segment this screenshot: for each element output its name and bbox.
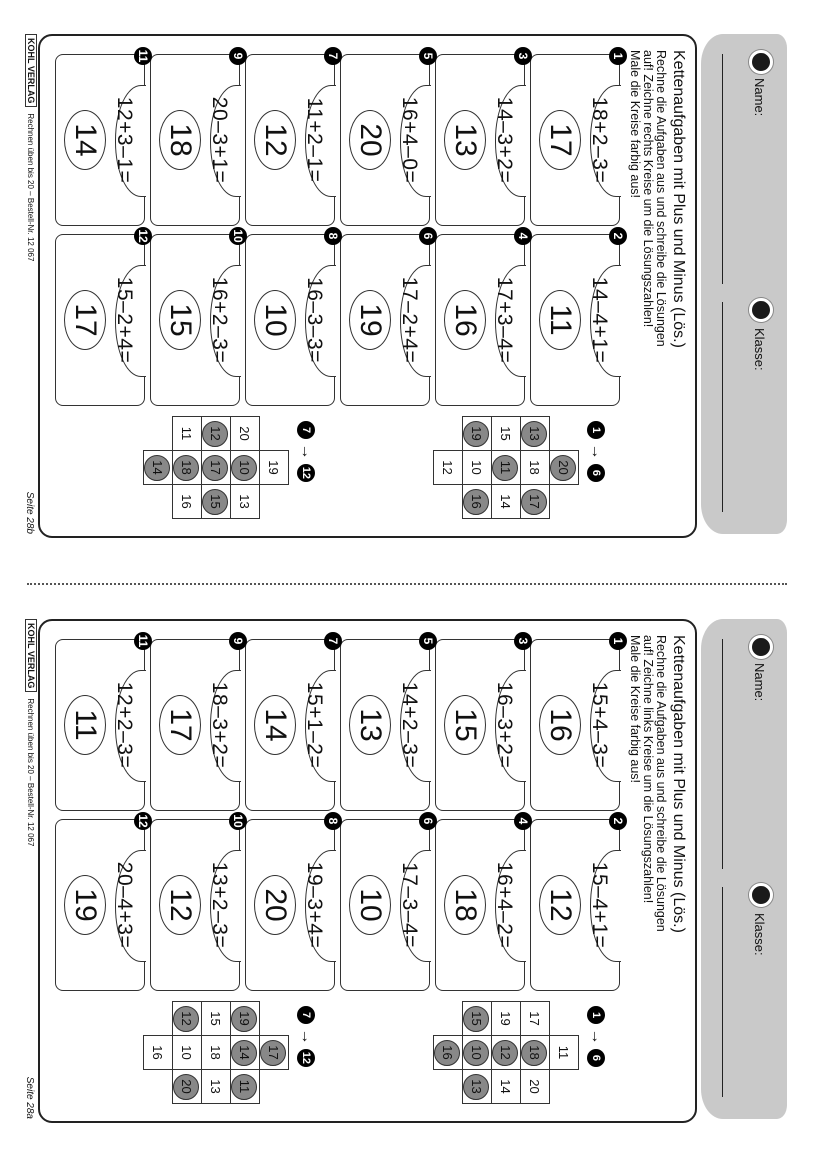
circled-solution: 16 <box>434 1040 460 1066</box>
instructions <box>628 50 667 410</box>
task-number: 8 <box>324 227 342 245</box>
task-card <box>340 232 435 406</box>
grid-cell: 16 <box>172 484 202 519</box>
grid-cell <box>201 484 231 519</box>
grid-cell: 11 <box>172 416 202 451</box>
task-number: 4 <box>514 227 532 245</box>
worksheet-28b <box>0 0 827 584</box>
answer-oval[interactable]: 12 <box>254 110 296 170</box>
grid-cell: 18 <box>520 450 550 485</box>
circled-solution: 20 <box>550 455 576 481</box>
task-number: 1 <box>609 632 627 650</box>
worksheet-title: Kettenaufgaben mit Plus und Minus (Lös.) <box>670 635 687 933</box>
task-number: 12 <box>134 812 152 830</box>
answer-oval[interactable]: 10 <box>349 875 391 935</box>
answer-oval[interactable]: 17 <box>64 290 106 350</box>
task-expression: 11+2–1= <box>303 97 326 183</box>
arrow-icon: → <box>297 1024 315 1049</box>
grid-cell <box>172 1069 202 1104</box>
instruction-line: Rechne die Aufgaben aus und schreibe die Lösungen <box>654 50 668 347</box>
grid-cell <box>520 484 550 519</box>
worksheet-28a <box>0 585 827 1169</box>
circled-solution: 15 <box>463 1006 489 1032</box>
grid-cell: 11 <box>549 1035 579 1070</box>
task-card <box>55 634 150 811</box>
circled-solution: 12 <box>173 1006 199 1032</box>
grid-cell: 15 <box>491 416 521 451</box>
task-number: 5 <box>419 632 437 650</box>
circled-solution: 17 <box>521 489 547 515</box>
class-line[interactable] <box>722 302 723 512</box>
task-card <box>435 232 530 406</box>
name-class-header <box>701 619 787 1119</box>
task-card <box>340 637 435 811</box>
range-end-badge: 12 <box>297 1049 315 1067</box>
task-card <box>245 52 340 226</box>
circled-solution: 13 <box>521 421 547 447</box>
task-expression: 18+2–3= <box>588 96 611 184</box>
name-label: Name: <box>752 663 767 702</box>
task-expression: 14–3+2= <box>493 96 516 184</box>
circled-solution: 12 <box>492 1040 518 1066</box>
circled-solution: 11 <box>231 1074 257 1100</box>
task-card <box>530 52 625 226</box>
task-number: 2 <box>609 227 627 245</box>
circled-solution: 15 <box>202 489 228 515</box>
task-number: 5 <box>419 47 437 65</box>
task-card <box>150 814 245 991</box>
name-label: Name: <box>752 78 767 117</box>
name-line[interactable] <box>722 54 723 284</box>
range-start-badge: 1 <box>587 1006 605 1024</box>
task-card <box>530 817 625 991</box>
answer-oval[interactable]: 10 <box>254 290 296 350</box>
grid-cell <box>491 450 521 485</box>
task-expression: 15–4+1= <box>588 861 611 949</box>
task-number: 3 <box>514 632 532 650</box>
circled-solution: 10 <box>231 455 257 481</box>
grid-cell: 16 <box>143 1035 173 1070</box>
grid-cell: 19 <box>491 1001 521 1036</box>
grid-cell: 14 <box>491 1069 521 1104</box>
answer-oval[interactable]: 16 <box>444 290 486 350</box>
task-number: 11 <box>134 47 152 65</box>
pin-icon <box>749 50 773 74</box>
grid-cell <box>520 416 550 451</box>
task-number: 6 <box>419 812 437 830</box>
grid-cell: 10 <box>172 1035 202 1070</box>
pin-icon <box>749 298 773 322</box>
task-card <box>150 52 245 226</box>
answer-oval[interactable]: 13 <box>349 695 391 755</box>
instruction-line: Rechne die Aufgaben aus und schreibe die Lösungen <box>654 635 668 932</box>
task-card <box>435 637 530 811</box>
grid-cell: 12 <box>433 450 463 485</box>
task-expression: 16–3–3= <box>303 277 326 363</box>
grid-cell <box>230 1069 260 1104</box>
answer-oval[interactable]: 17 <box>159 695 201 755</box>
circled-solution: 12 <box>202 421 228 447</box>
grid-cell <box>172 450 202 485</box>
arrow-icon: → <box>587 1024 605 1049</box>
answer-oval[interactable]: 11 <box>539 290 581 350</box>
circled-solution: 20 <box>173 1074 199 1100</box>
grid-cell <box>230 1035 260 1070</box>
circled-solution: 18 <box>173 455 199 481</box>
task-number: 12 <box>134 227 152 245</box>
task-card <box>340 817 435 991</box>
task-number: 6 <box>419 227 437 245</box>
grid-cell: 13 <box>201 1069 231 1104</box>
task-number: 7 <box>324 47 342 65</box>
answer-oval[interactable]: 19 <box>349 290 391 350</box>
grid-cell <box>549 450 579 485</box>
exercise-panel <box>38 619 697 1123</box>
task-number: 2 <box>609 812 627 830</box>
task-expression: 15–2+4= <box>113 276 136 364</box>
circled-solution: 14 <box>144 455 170 481</box>
grid-cell: 13 <box>230 484 260 519</box>
task-card <box>245 817 340 991</box>
task-expression: 14+2–3= <box>398 681 421 769</box>
task-expression: 16+4–2= <box>493 861 516 949</box>
grid-cell: 20 <box>520 1069 550 1104</box>
answer-oval[interactable]: 17 <box>539 110 581 170</box>
publisher-logo: KOHL VERLAG <box>25 619 37 692</box>
answer-oval[interactable]: 16 <box>539 695 581 755</box>
task-expression: 13+2–3= <box>208 861 231 949</box>
answer-oval[interactable]: 14 <box>254 695 296 755</box>
task-number: 8 <box>324 812 342 830</box>
task-expression: 18–3+2= <box>208 681 231 769</box>
task-expression: 20–4+3= <box>113 861 136 949</box>
arrow-icon: → <box>587 439 605 464</box>
exercise-panel <box>38 34 697 538</box>
grid-cell: 20 <box>230 416 260 451</box>
page-number: Seite 28b <box>24 491 35 534</box>
grid-range-label <box>297 421 315 482</box>
grid-cell <box>201 416 231 451</box>
answer-oval[interactable]: 12 <box>539 875 581 935</box>
answer-oval[interactable]: 20 <box>254 875 296 935</box>
range-end-badge: 12 <box>297 464 315 482</box>
circled-solution: 16 <box>463 489 489 515</box>
task-card <box>530 232 625 406</box>
grid-cell: 19 <box>259 450 289 485</box>
task-number: 9 <box>229 632 247 650</box>
answer-oval[interactable]: 14 <box>64 110 106 170</box>
task-number: 3 <box>514 47 532 65</box>
instructions <box>628 635 667 995</box>
instruction-line: auf! Zeichne links Kreise um die Lösungszahlen! <box>641 635 655 904</box>
footer-info <box>25 619 37 846</box>
circled-solution: 19 <box>231 1006 257 1032</box>
grid-cell <box>462 1001 492 1036</box>
grid-cell: 17 <box>520 1001 550 1036</box>
task-expression: 15+4–3= <box>588 681 611 769</box>
circled-solution: 10 <box>463 1040 489 1066</box>
answer-oval[interactable]: 11 <box>64 695 106 755</box>
grid-cell: 18 <box>201 1035 231 1070</box>
task-expression: 12+2–3= <box>113 681 136 769</box>
task-card <box>530 637 625 811</box>
worksheet-title: Kettenaufgaben mit Plus und Minus (Lös.) <box>670 50 687 348</box>
grid-cell <box>201 450 231 485</box>
task-number: 10 <box>229 227 247 245</box>
instruction-line: Male die Kreise farbig aus! <box>628 50 642 198</box>
answer-oval[interactable]: 19 <box>64 875 106 935</box>
task-expression: 20–3+1= <box>208 96 231 184</box>
circled-solution: 18 <box>521 1040 547 1066</box>
circled-solution: 17 <box>202 455 228 481</box>
grid-cell: 14 <box>491 484 521 519</box>
task-number: 4 <box>514 812 532 830</box>
pin-icon <box>749 635 773 659</box>
grid-cell <box>491 1035 521 1070</box>
range-start-badge: 7 <box>297 421 315 439</box>
class-label: Klasse: <box>752 328 767 371</box>
grid-cell <box>462 416 492 451</box>
answer-oval[interactable]: 13 <box>444 110 486 170</box>
range-end-badge: 6 <box>587 464 605 482</box>
instruction-line: Male die Kreise farbig aus! <box>628 635 642 783</box>
task-expression: 15+1–2= <box>303 681 326 769</box>
pin-icon <box>749 883 773 907</box>
grid-cell: 15 <box>201 1001 231 1036</box>
task-card <box>340 52 435 226</box>
task-number: 7 <box>324 632 342 650</box>
grid-range-label <box>587 1006 605 1067</box>
grid-cell <box>462 1069 492 1104</box>
answer-oval[interactable]: 15 <box>444 695 486 755</box>
task-number: 10 <box>229 812 247 830</box>
order-number: Rechnen üben bis 20 – Bestell-Nr. 12 067 <box>26 698 35 847</box>
class-line[interactable] <box>722 887 723 1097</box>
page-number: Seite 28a <box>24 1076 35 1119</box>
grid-cell <box>143 450 173 485</box>
range-start-badge: 1 <box>587 421 605 439</box>
task-expression: 16–3+2= <box>493 681 516 769</box>
grid-cell <box>462 484 492 519</box>
task-card <box>150 637 245 811</box>
grid-cell <box>230 1001 260 1036</box>
grid-range-label <box>297 1006 315 1067</box>
circled-solution: 14 <box>231 1040 257 1066</box>
task-expression: 16+2–3= <box>208 276 231 364</box>
task-card <box>435 817 530 991</box>
task-number: 1 <box>609 47 627 65</box>
name-class-header <box>701 34 787 534</box>
answer-oval[interactable]: 18 <box>159 110 201 170</box>
grid-cell <box>462 1035 492 1070</box>
answer-oval[interactable]: 20 <box>349 110 391 170</box>
grid-cell: 10 <box>462 450 492 485</box>
task-expression: 17+3–4= <box>493 276 516 364</box>
task-card <box>55 229 150 406</box>
task-expression: 14–4+1= <box>588 276 611 364</box>
task-card <box>245 637 340 811</box>
circled-solution: 11 <box>492 455 518 481</box>
task-expression: 16+4–0= <box>398 96 421 184</box>
footer-info <box>25 34 37 261</box>
range-start-badge: 7 <box>297 1006 315 1024</box>
task-card <box>55 49 150 226</box>
grid-cell <box>172 1001 202 1036</box>
answer-oval[interactable]: 15 <box>159 290 201 350</box>
publisher-logo: KOHL VERLAG <box>25 34 37 107</box>
answer-oval[interactable]: 18 <box>444 875 486 935</box>
range-end-badge: 6 <box>587 1049 605 1067</box>
task-card <box>55 814 150 991</box>
grid-cell <box>230 450 260 485</box>
arrow-icon: → <box>297 439 315 464</box>
task-number: 9 <box>229 47 247 65</box>
circled-solution: 17 <box>260 1040 286 1066</box>
grid-cell <box>520 1035 550 1070</box>
grid-cell <box>259 1035 289 1070</box>
task-number: 11 <box>134 632 152 650</box>
task-expression: 17–3–4= <box>398 862 421 948</box>
name-line[interactable] <box>722 639 723 869</box>
grid-range-label <box>587 421 605 482</box>
task-expression: 17–2+4= <box>398 276 421 364</box>
task-card <box>245 232 340 406</box>
class-label: Klasse: <box>752 913 767 956</box>
grid-cell <box>433 1035 463 1070</box>
circled-solution: 19 <box>463 421 489 447</box>
circled-solution: 13 <box>463 1074 489 1100</box>
task-card <box>150 229 245 406</box>
instruction-line: auf! Zeichne rechts Kreise um die Lösungszahlen! <box>641 50 655 328</box>
task-expression: 19–3+4= <box>303 861 326 949</box>
task-expression: 12+3–1= <box>113 96 136 184</box>
task-card <box>435 52 530 226</box>
answer-oval[interactable]: 12 <box>159 875 201 935</box>
order-number: Rechnen üben bis 20 – Bestell-Nr. 12 067 <box>26 113 35 262</box>
